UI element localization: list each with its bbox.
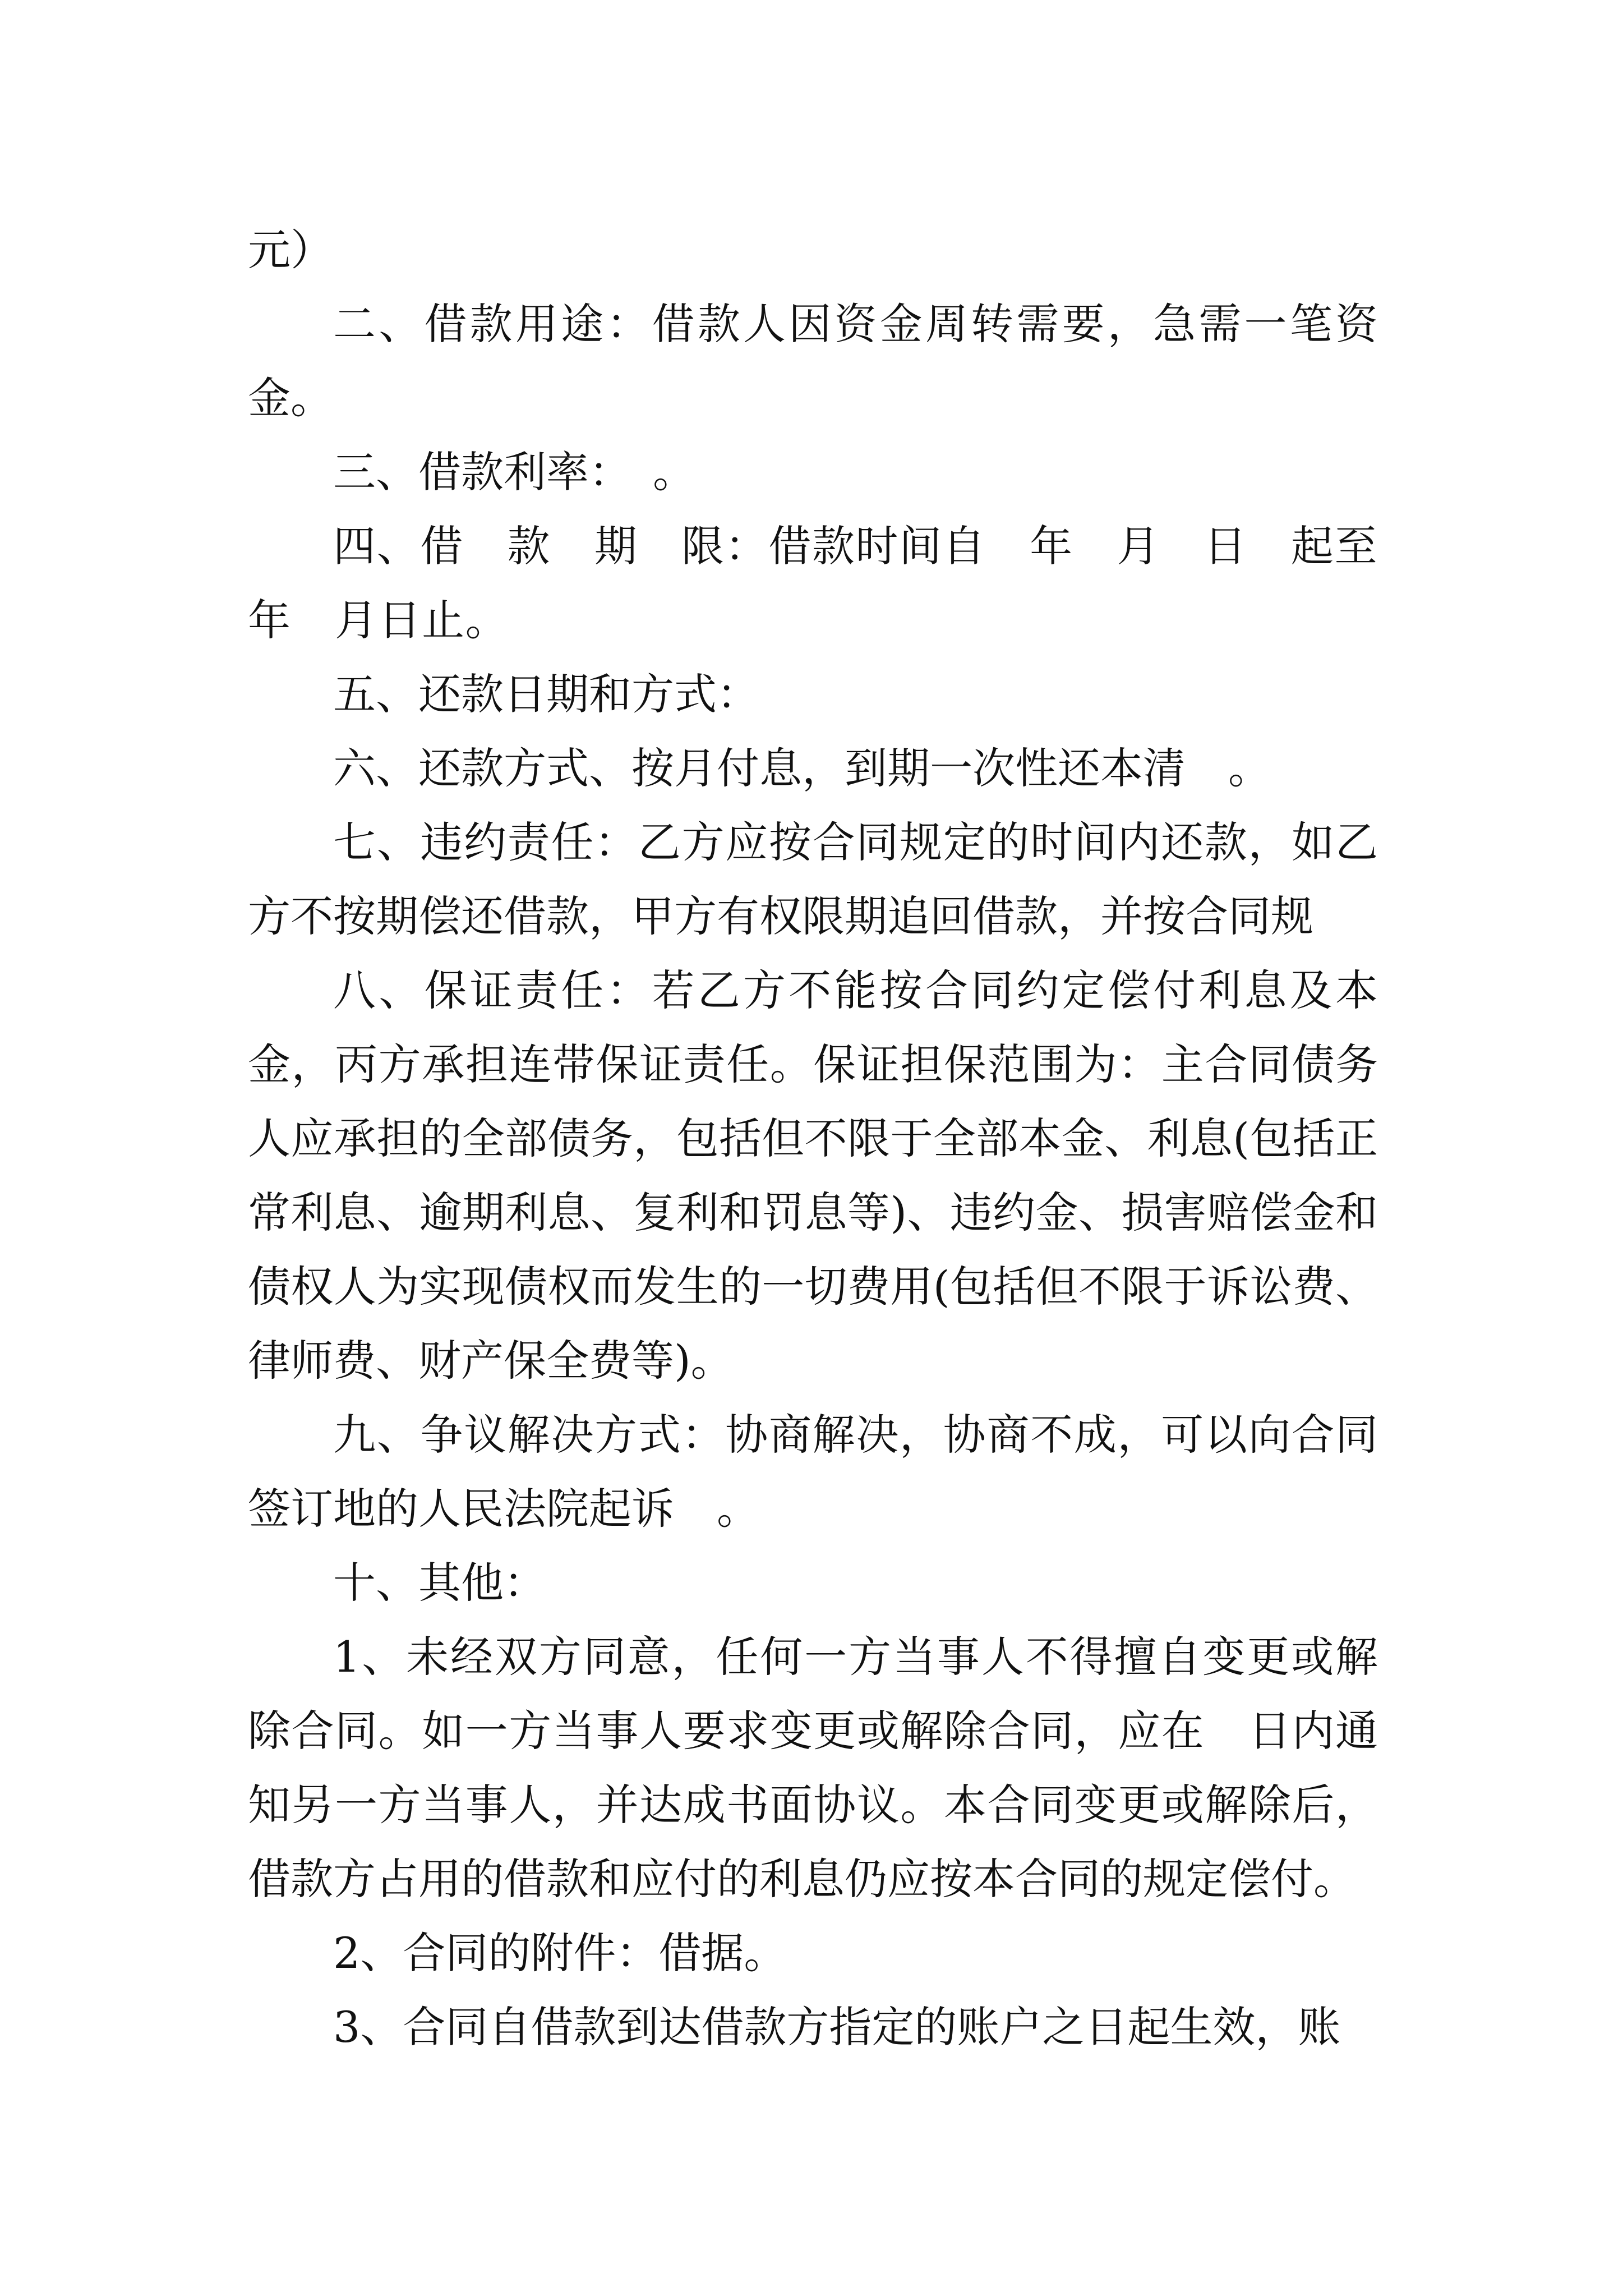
paragraph-interest-rate: 三、借款利率： 。 bbox=[333, 447, 695, 497]
paragraph-other-item-2: 2、合同的附件：借据。 bbox=[333, 1928, 787, 1978]
paragraph-other-item-3: 3、合同自借款到达借款方指定的账户之日起生效，账 bbox=[333, 2002, 1341, 2052]
paragraph-other-item-1: 1、未经双方同意，任何一方当事人不得擅自变更或解除合同。如一方当事人要求变更或解除合同，应在 日内通知另一方当事人，并达成书面协议。本合同变更或解除后，借款方占用的借款和应付的利息仍应按本合同的规定偿付。 bbox=[248, 1632, 1378, 1904]
paragraph-guarantee-liability: 八、保证责任：若乙方不能按合同约定偿付利息及本金，丙方承担连带保证责任。保证担保范围为：主合同债务人应承担的全部债务，包括但不限于全部本金、利息(包括正常利息、逾期利息、复利和罚息等)、违约金、损害赔偿金和债权人为实现债权而发生的一切费用(包括但不限于诉讼费、律师费、财产保全费等)。 bbox=[248, 965, 1378, 1386]
paragraph-loan-purpose: 二、借款用途：借款人因资金周转需要，急需一笔资金。 bbox=[248, 299, 1378, 423]
paragraph-continuation: 元） bbox=[248, 225, 333, 275]
paragraph-repayment-date: 五、还款日期和方式： bbox=[333, 669, 759, 719]
paragraph-breach-liability: 七、违约责任：乙方应按合同规定的时间内还款，如乙方不按期偿还借款，甲方有权限期追回借款，并按合同规 bbox=[248, 817, 1378, 941]
paragraph-loan-term: 四、借 款 期 限：借款时间自 年 月 日 起至 年 月日止。 bbox=[248, 521, 1422, 645]
paragraph-dispute-resolution: 九、争议解决方式：协商解决，协商不成，可以向合同签订地的人民法院起诉 。 bbox=[248, 1410, 1378, 1534]
document-body bbox=[248, 213, 1422, 2064]
paragraph-repayment-method: 六、还款方式、按月付息，到期一次性还本清 。 bbox=[333, 743, 1271, 793]
paragraph-other-heading: 十、其他： bbox=[333, 1558, 546, 1608]
